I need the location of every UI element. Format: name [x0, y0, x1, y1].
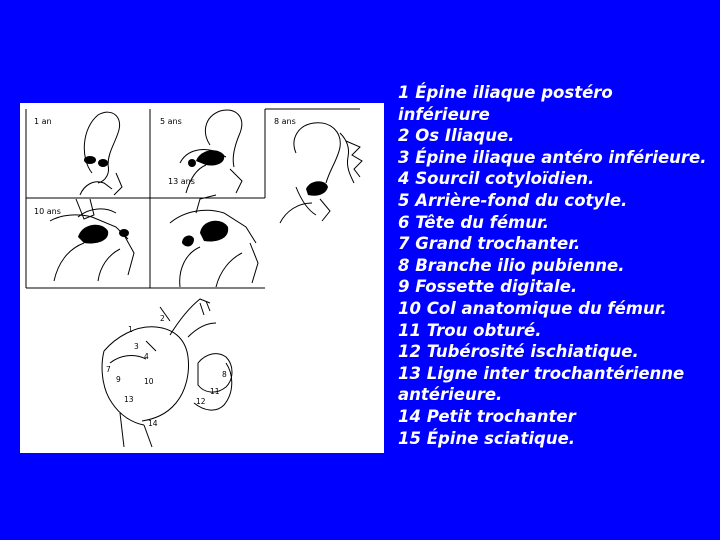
diagram-number: 10	[144, 377, 154, 386]
diagram-number: 7	[106, 365, 111, 374]
legend-item-10: 10 Col anatomique du fémur.	[398, 298, 667, 318]
diagram-number: 11	[210, 387, 220, 396]
legend-item-3: 3 Épine iliaque antéro inférieure.	[398, 147, 707, 167]
legend-item-13: 13 Ligne inter trochantérienne antérieure.	[398, 363, 685, 405]
legend-item-12: 12 Tubérosité ischiatique.	[398, 342, 639, 362]
legend-item-5: 5 Arrière-fond du cotyle.	[398, 190, 628, 210]
ossification-5-ans	[196, 150, 224, 165]
panel-grid	[26, 109, 360, 288]
panel-label-1: 1 an	[34, 117, 52, 126]
panel-label-3: 8 ans	[274, 117, 296, 126]
ossification-8-ans	[306, 181, 328, 195]
ossification-10-ans-b	[119, 229, 129, 237]
ossification-10-ans	[78, 225, 108, 244]
diagram-number: 9	[116, 375, 121, 384]
diagram-number: 8	[222, 370, 227, 379]
panel-label-2: 5 ans	[160, 117, 182, 126]
anatomical-figure	[20, 103, 384, 453]
main-hip-diagram	[102, 299, 232, 447]
legend-item-2: 2 Os Iliaque.	[398, 126, 515, 146]
legend-item-15: 15 Épine sciatique.	[398, 428, 576, 448]
diagram-number: 14	[148, 419, 158, 428]
legend-item-1: 1 Épine iliaque postéro inférieure	[398, 83, 613, 124]
ossification-5-ans-b	[188, 159, 196, 167]
diagram-number: 13	[124, 395, 134, 404]
legend-item-14: 14 Petit trochanter	[398, 406, 576, 426]
legend-item-7: 7 Grand trochanter.	[398, 234, 581, 254]
legend-item-11: 11 Trou obturé.	[398, 320, 542, 340]
diagram-number: 2	[160, 314, 165, 323]
legend-item-9: 9 Fossette digitale.	[398, 277, 578, 297]
hip-sketch-8-ans	[280, 123, 362, 223]
hip-sketch-1-an	[76, 112, 122, 219]
hip-sketch-10-ans	[50, 209, 134, 281]
diagram-number: 12	[196, 397, 206, 406]
panel-label-4: 10 ans	[34, 207, 61, 216]
legend-item-6: 6 Tête du fémur.	[398, 212, 550, 232]
diagram-number: 4	[144, 352, 149, 361]
diagram-number: 3	[134, 342, 139, 351]
legend-list	[398, 82, 708, 449]
ossification-1-an	[84, 156, 96, 164]
legend-item-8: 8 Branche ilio pubienne.	[398, 255, 625, 275]
legend-item-4: 4 Sourcil cotyloïdien.	[398, 169, 595, 189]
ossification-13-ans-b	[182, 236, 194, 247]
ossification-1-an-b	[98, 159, 108, 167]
panel-label-5: 13 ans	[168, 177, 195, 186]
ossification-13-ans	[200, 221, 228, 242]
diagram-number: 1	[128, 325, 133, 334]
